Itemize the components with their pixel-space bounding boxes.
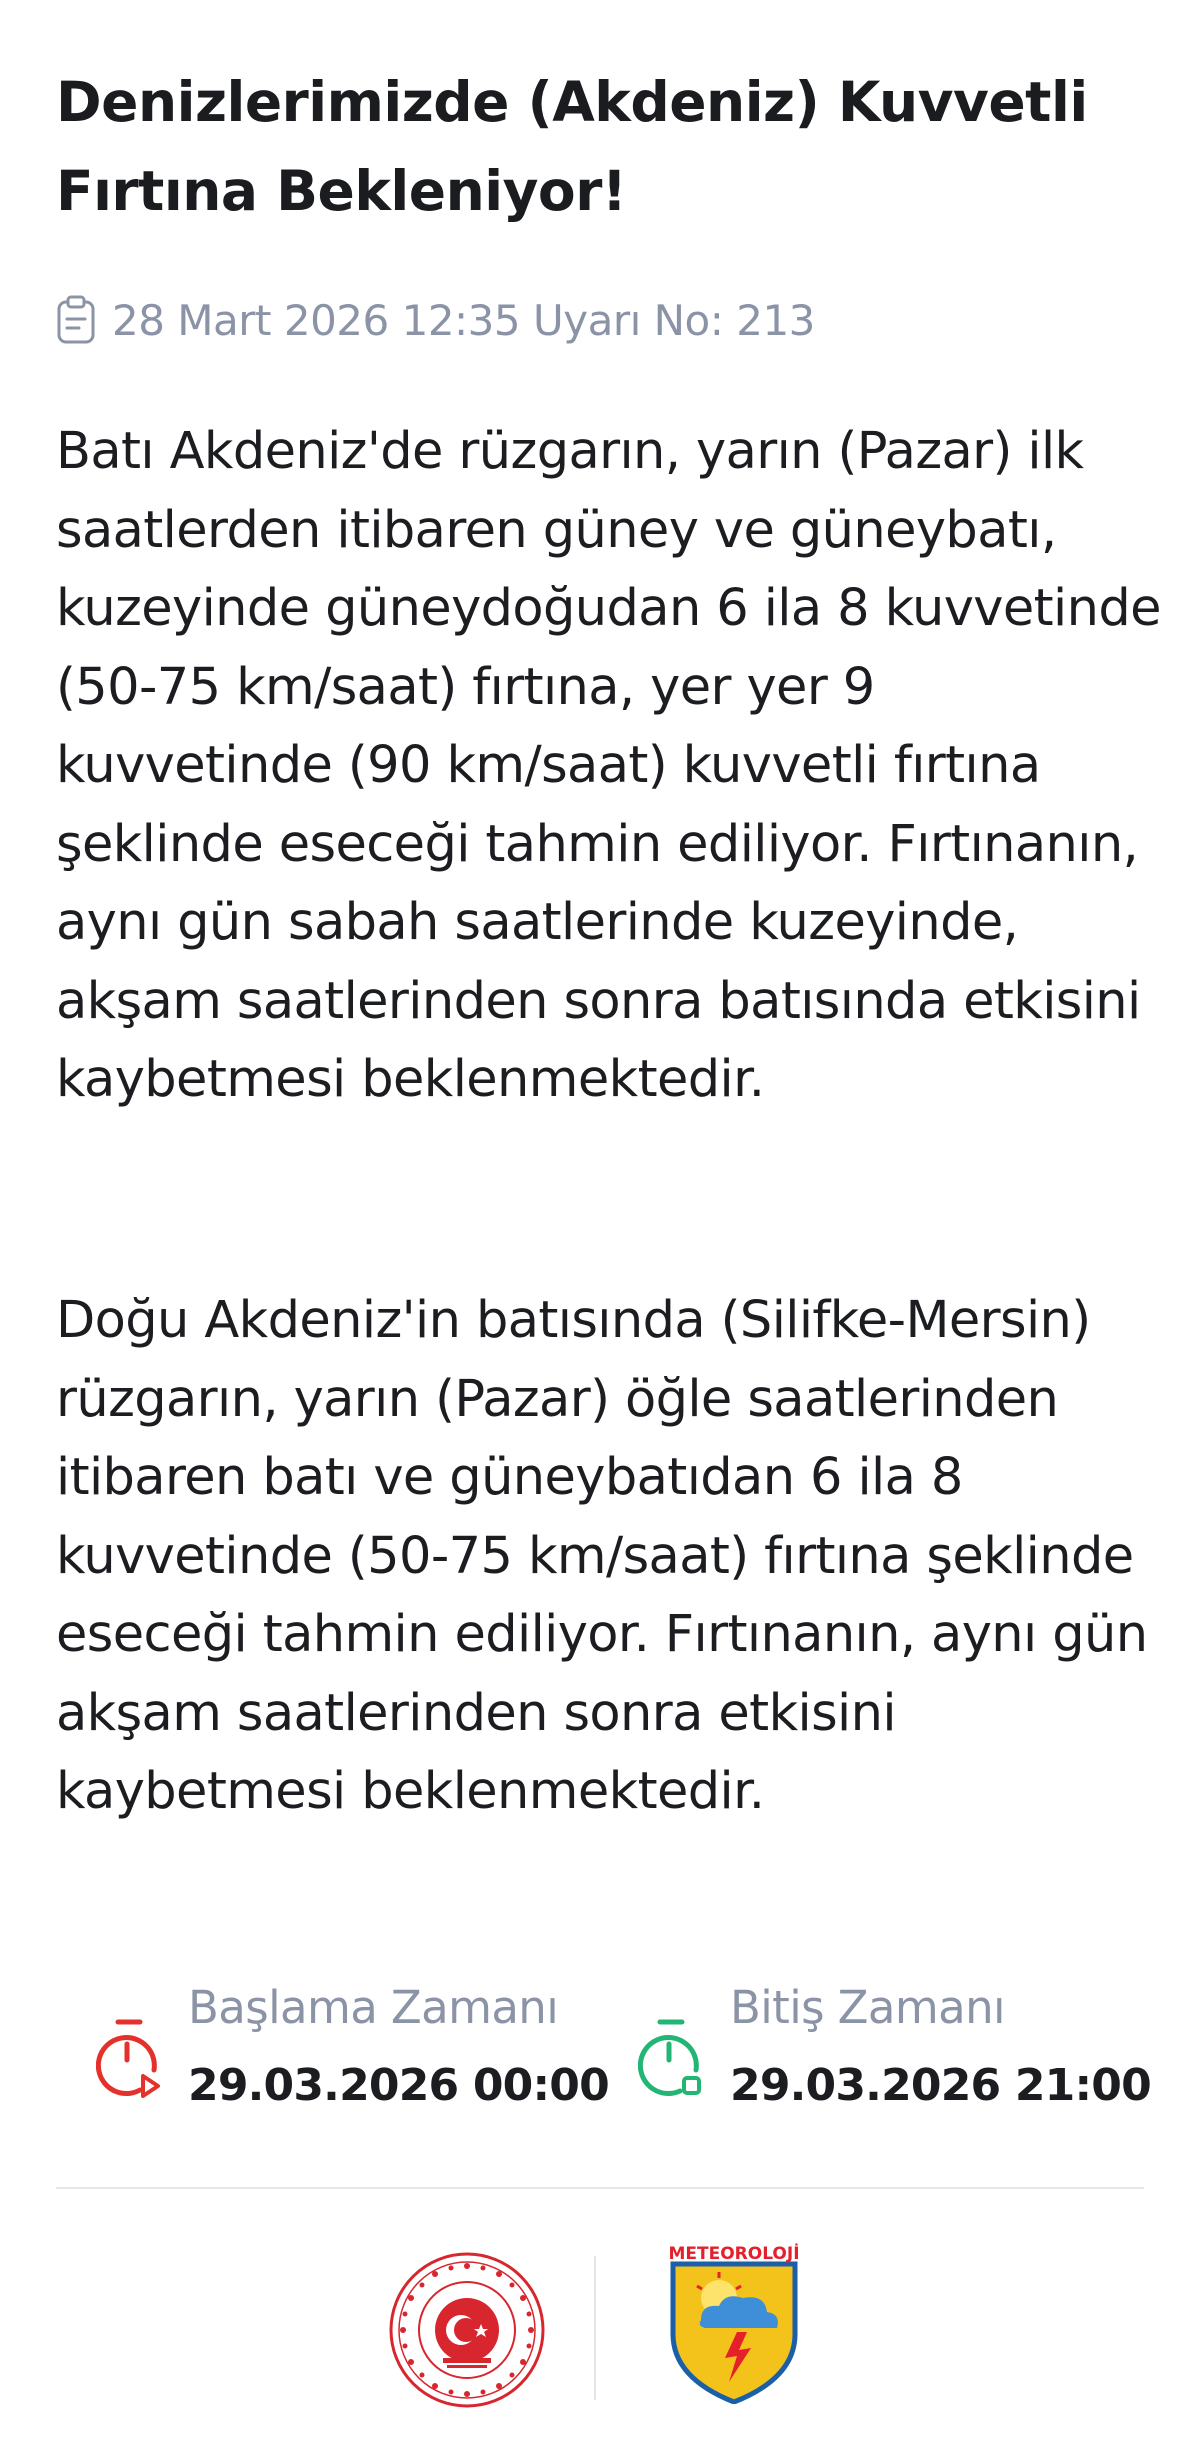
warning-meta [56,290,815,350]
warning-date: 28 Mart 2026 12:35 [112,295,521,345]
meteorology-logo [667,2242,801,2404]
start-time-block [96,1978,609,2116]
end-time-label: Bitiş Zamanı [730,1981,1005,2034]
svg-text:METEOROLOJİ: METEOROLOJİ [668,2244,800,2264]
ministry-seal-logo [387,2250,547,2410]
stopwatch-play-icon [96,2016,162,2102]
warning-number: Uyarı No: 213 [533,295,815,345]
warning-title: Denizlerimizde (Akdeniz) Kuvvetli Fırtına Bekleniyor! [56,70,1088,223]
end-time-block [638,1978,1151,2116]
end-time-value: 29.03.2026 21:00 [730,2060,1151,2111]
logo-separator [594,2256,596,2400]
warning-paragraph-east: Doğu Akdeniz'in batısında (Silifke-Mersin) rüzgarın, yarın (Pazar) öğle saatlerinden itibaren batı ve güneybatıdan 6 ila 8 kuvvetinde (50-75 km/saat) fırtına şeklinde eseceği tahmin ediliyor. Fırtınanın, aynı gün akşam saatlerinden sonra etkisini kaybetmesi beklenmektedir. [56,1291,1148,1821]
footer-logos [56,2240,1144,2420]
clipboard-icon [56,295,96,345]
stopwatch-stop-icon [638,2016,704,2102]
warning-paragraph-west: Batı Akdeniz'de rüzgarın, yarın (Pazar) ilk saatlerden itibaren güney ve güneybatı, kuzeyinde güneydoğudan 6 ila 8 kuvvetinde (50-75 km/saat) fırtına, yer yer 9 kuvvetinde (90 km/saat) kuvvetli fırtına şeklinde eseceği tahmin ediliyor. Fırtınanın, aynı gün sabah saatlerinde kuzeyinde, akşam saatlerinden sonra batısında etkisini kaybetmesi beklenmektedir. [56,422,1161,1109]
start-time-value: 29.03.2026 00:00 [188,2060,609,2111]
footer-divider [56,2187,1144,2189]
start-time-label: Başlama Zamanı [188,1981,559,2034]
warning-time-range [96,1978,1156,2118]
